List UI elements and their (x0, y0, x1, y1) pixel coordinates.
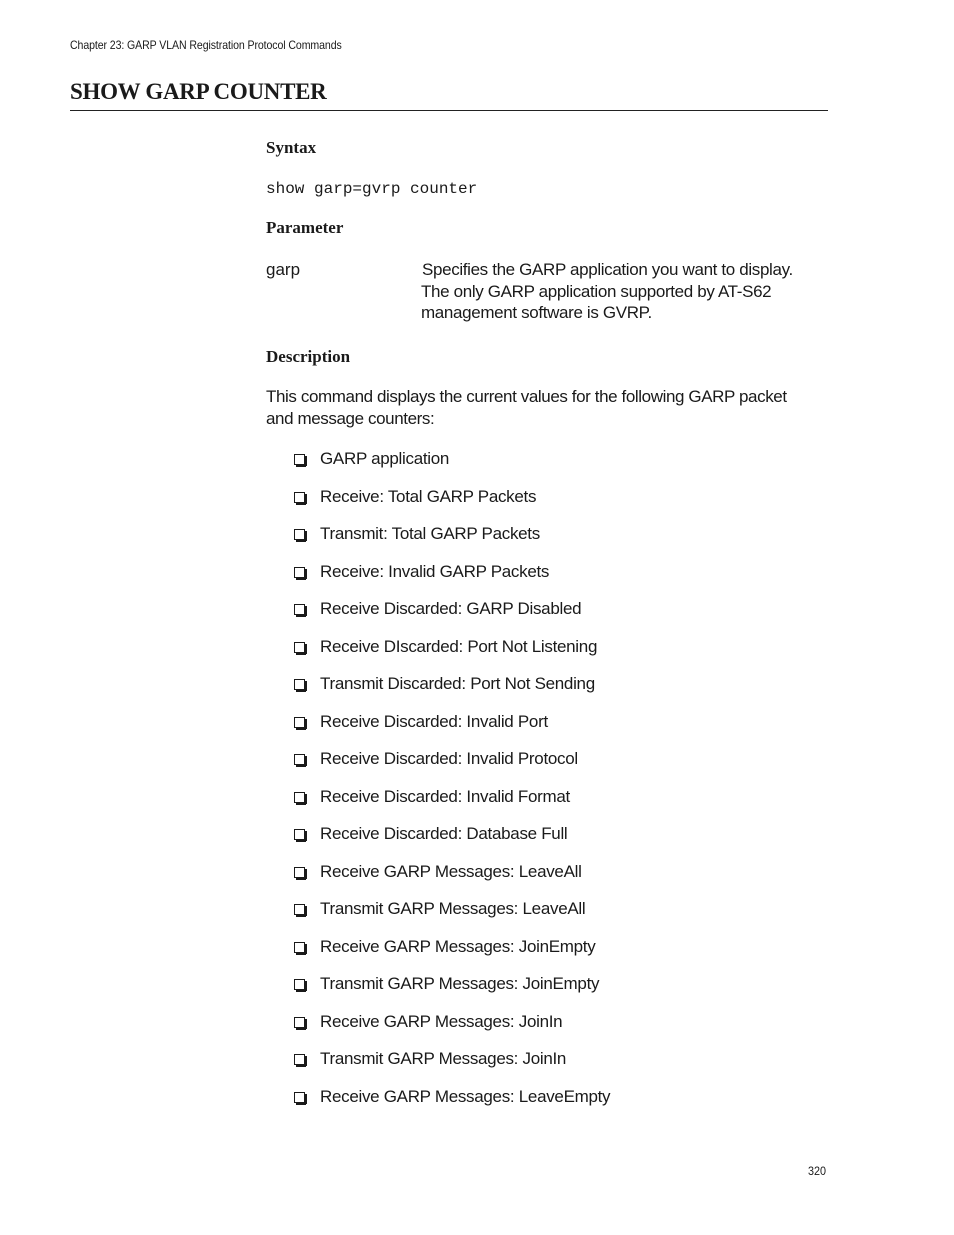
checkbox-bullet-icon (294, 904, 305, 915)
list-item-label: GARP application (320, 449, 450, 468)
list-item (294, 637, 610, 675)
list-item (294, 1049, 610, 1087)
parameter-heading: Parameter (266, 218, 344, 237)
description-heading: Description (266, 347, 351, 366)
parameter-description-line: Specifies the GARP application you want to display. (422, 260, 793, 279)
parameter-description (421, 259, 841, 324)
list-item (294, 899, 610, 937)
list-item-label: Transmit GARP Messages: JoinIn (320, 1049, 567, 1068)
list-item-label: Receive: Invalid GARP Packets (320, 561, 550, 581)
description-line: This command displays the current values for the following GARP packet (266, 387, 787, 406)
checkbox-bullet-icon (294, 529, 305, 540)
list-item-label: Transmit Discarded: Port Not Sending (320, 674, 595, 693)
list-item-label: Receive GARP Messages: LeaveEmpty (320, 1086, 611, 1106)
list-item (294, 974, 610, 1012)
list-item (294, 449, 610, 487)
list-item (294, 562, 610, 600)
list-item (294, 862, 610, 900)
list-item (294, 599, 610, 637)
parameter-description-line: The only GARP application supported by AT-S62 (421, 281, 772, 301)
checkbox-bullet-icon (294, 829, 305, 840)
parameter-name: garp (266, 260, 301, 279)
list-item-label: Transmit GARP Messages: JoinEmpty (320, 974, 600, 993)
list-item-label: Receive DIscarded: Port Not Listening (320, 636, 598, 656)
description-paragraph (266, 386, 846, 430)
checkbox-bullet-icon (294, 1092, 305, 1103)
list-item (294, 1087, 610, 1125)
list-item-label: Receive Discarded: GARP Disabled (320, 599, 582, 618)
list-item-label: Receive GARP Messages: JoinIn (320, 1011, 563, 1031)
list-item (294, 1012, 610, 1050)
checkbox-bullet-icon (294, 792, 305, 803)
list-item-label: Transmit GARP Messages: LeaveAll (320, 899, 586, 918)
checkbox-bullet-icon (294, 754, 305, 765)
list-item-label: Receive GARP Messages: LeaveAll (320, 861, 582, 881)
list-item-label: Receive GARP Messages: JoinEmpty (320, 936, 596, 956)
checkbox-bullet-icon (294, 567, 305, 578)
running-header: Chapter 23: GARP VLAN Registration Protocol Commands (70, 38, 342, 52)
list-item (294, 749, 610, 787)
list-item-label: Receive: Total GARP Packets (320, 486, 537, 506)
list-item (294, 787, 610, 825)
list-item (294, 937, 610, 975)
description-line: and message counters: (266, 409, 435, 428)
syntax-command: show garp=gvrp counter (266, 180, 478, 198)
list-item (294, 674, 610, 712)
list-item-label: Receive Discarded: Invalid Protocol (320, 749, 578, 768)
list-item-label: Transmit: Total GARP Packets (320, 524, 540, 543)
checkbox-bullet-icon (294, 1017, 305, 1028)
list-item-label: Receive Discarded: Invalid Format (320, 786, 570, 806)
checkbox-bullet-icon (294, 717, 305, 728)
checkbox-bullet-icon (294, 642, 305, 653)
checkbox-bullet-icon (294, 867, 305, 878)
list-item (294, 712, 610, 750)
parameter-description-line: management software is GVRP. (421, 303, 652, 322)
checkbox-bullet-icon (294, 604, 305, 615)
list-item (294, 487, 610, 525)
syntax-heading: Syntax (266, 138, 317, 157)
list-item-label: Receive Discarded: Invalid Port (320, 711, 548, 731)
page-number: 320 (808, 1164, 827, 1178)
checkbox-bullet-icon (294, 454, 305, 465)
counter-list (294, 449, 610, 1124)
list-item (294, 824, 610, 862)
list-item (294, 524, 610, 562)
checkbox-bullet-icon (294, 1054, 305, 1065)
checkbox-bullet-icon (294, 492, 305, 503)
checkbox-bullet-icon (294, 942, 305, 953)
checkbox-bullet-icon (294, 979, 305, 990)
list-item-label: Receive Discarded: Database Full (320, 824, 568, 843)
checkbox-bullet-icon (294, 679, 305, 690)
page-title: SHOW GARP COUNTER (70, 78, 828, 111)
